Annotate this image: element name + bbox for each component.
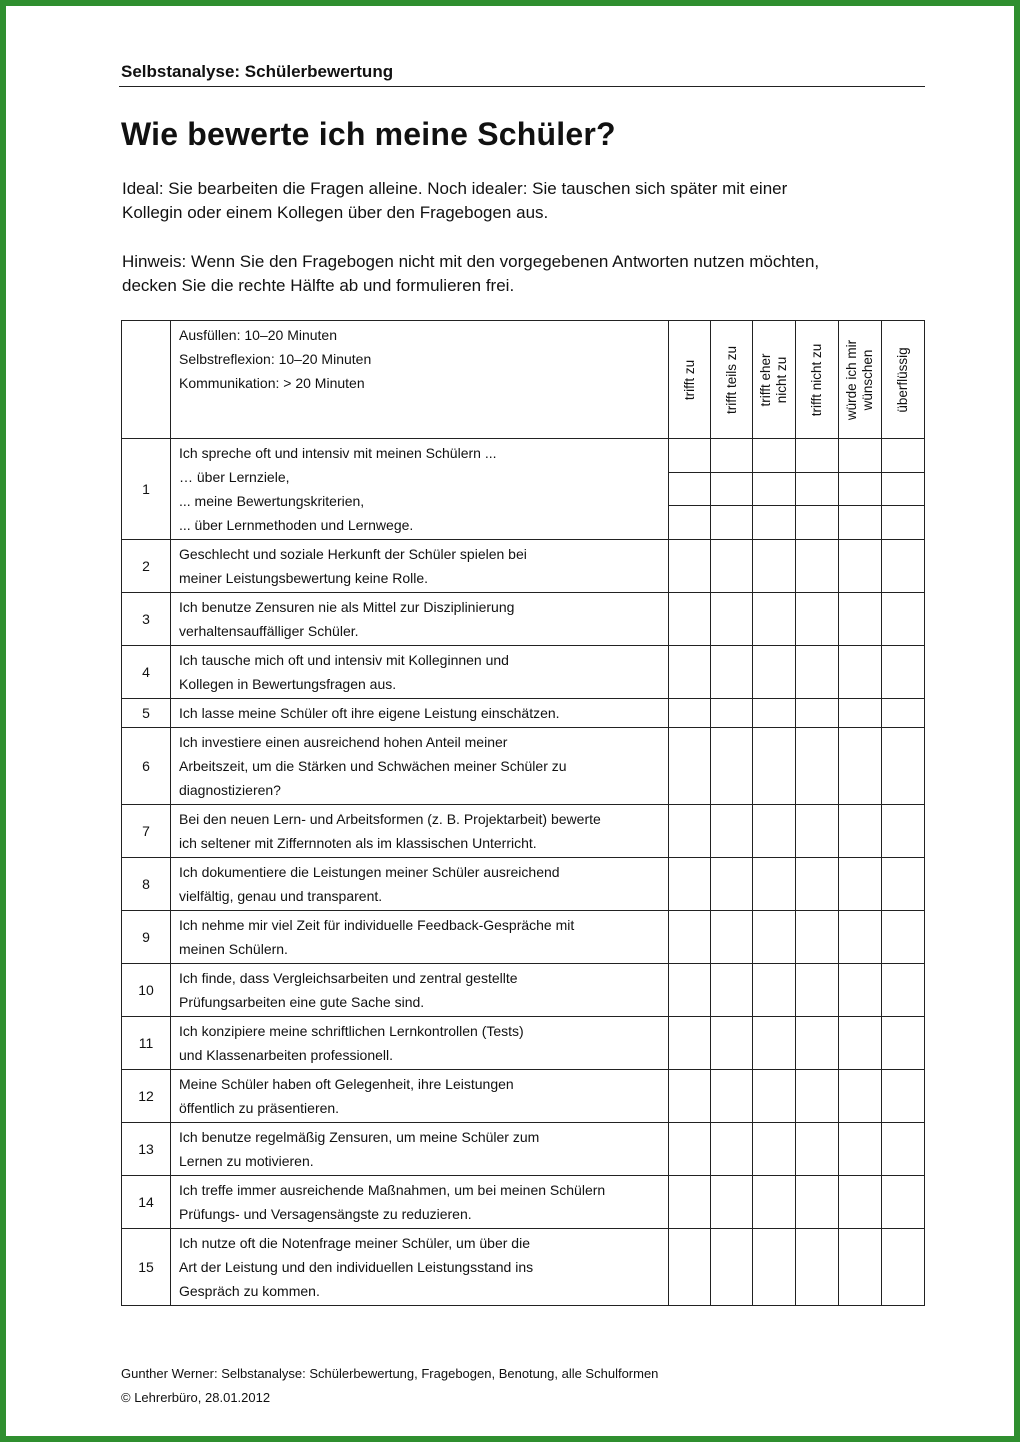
answer-checkbox-cell[interactable] [669,728,711,805]
question-text [171,1017,669,1070]
question-text [171,593,669,646]
answer-checkbox-cell[interactable] [669,1123,711,1176]
question-number: 9 [122,911,171,964]
question-text-line: diagnostizieren? [179,782,281,798]
question-number: 7 [122,805,171,858]
question-text [171,646,669,699]
answer-checkbox-cell[interactable] [711,506,753,540]
answer-checkbox-cell[interactable] [882,699,925,728]
answer-checkbox-cell[interactable] [711,646,753,699]
answer-checkbox-cell[interactable] [796,593,839,646]
question-text-line: Art der Leistung und den individuellen Leistungsstand ins [179,1259,534,1275]
question-text-line: ... meine Bewertungskriterien, [179,493,365,509]
answer-checkbox-cell[interactable] [669,1229,711,1306]
answer-column-header [669,321,711,439]
question-text-line: Ich finde, dass Vergleichsarbeiten und zentral gestellte [179,970,518,986]
question-text-line: vielfältig, genau und transparent. [179,888,383,904]
answer-checkbox-cell[interactable] [839,593,882,646]
header-title: Selbstanalyse: Schülerbewertung [121,62,394,81]
answer-column-label [895,347,911,412]
answer-checkbox-cell[interactable] [711,911,753,964]
answer-checkbox-cell[interactable] [669,1017,711,1070]
question-text-line: meiner Leistungsbewertung keine Rolle. [179,570,429,586]
answer-checkbox-cell[interactable] [669,1176,711,1229]
answer-column-label [724,345,740,413]
question-text [171,805,669,858]
answer-checkbox-cell[interactable] [753,1176,796,1229]
answer-checkbox-cell[interactable] [753,1017,796,1070]
answer-column-header [711,321,753,439]
answer-checkbox-cell[interactable] [796,805,839,858]
answer-checkbox-cell[interactable] [753,1229,796,1306]
question-number: 5 [122,699,171,728]
question-number: 12 [122,1070,171,1123]
answer-checkbox-cell[interactable] [796,964,839,1017]
answer-checkbox-cell[interactable] [796,540,839,593]
answer-column-label-line: überflüssig [895,346,910,413]
question-text-line: Ich benutze regelmäßig Zensuren, um meine Schüler zum [179,1129,540,1145]
answer-checkbox-cell[interactable] [669,593,711,646]
table-row [122,805,925,858]
question-text-line: Ich nutze oft die Notenfrage meiner Schüler, um über die [179,1235,530,1251]
answer-checkbox-cell[interactable] [711,1229,753,1306]
intro-hint-line: Hinweis: Wenn Sie den Fragebogen nicht mit den vorgegebenen Antworten nutzen möchten, [122,252,820,271]
answer-column-header [839,321,882,439]
answer-checkbox-cell[interactable] [711,728,753,805]
question-text-line: Ich nehme mir viel Zeit für individuelle Feedback-Gespräche mit [179,917,575,933]
question-text-line: meinen Schülern. [179,941,288,957]
question-text [171,1229,669,1306]
question-text-line: Ich tausche mich oft und intensiv mit Kolleginnen und [179,652,509,668]
question-number: 10 [122,964,171,1017]
header-divider [119,86,925,87]
answer-checkbox-cell[interactable] [669,699,711,728]
answer-checkbox-cell[interactable] [711,472,753,506]
question-text [171,911,669,964]
intro-ideal-line: Ideal: Sie bearbeiten die Fragen alleine. Noch idealer: Sie tauschen sich später mit einer [122,179,788,198]
answer-checkbox-cell[interactable] [796,1176,839,1229]
answer-checkbox-cell[interactable] [839,699,882,728]
answer-column-label-line: wünschen [860,349,875,410]
answer-column-header [796,321,839,439]
duration-reflection: Selbstreflexion: 10–20 Minuten [179,351,372,367]
question-text [171,1070,669,1123]
question-text-line: und Klassenarbeiten professionell. [179,1047,394,1063]
answer-checkbox-cell[interactable] [753,728,796,805]
question-number: 13 [122,1123,171,1176]
question-text [171,540,669,593]
answer-checkbox-cell[interactable] [669,472,711,506]
table-row [122,964,925,1017]
question-text-line: Ich konzipiere meine schriftlichen Lernkontrollen (Tests) [179,1023,524,1039]
table-row [122,858,925,911]
question-text-line: Bei den neuen Lern- und Arbeitsformen (z. B. Projektarbeit) bewerte [179,811,601,827]
answer-checkbox-cell[interactable] [796,646,839,699]
question-number: 1 [122,439,171,540]
number-header-cell [122,321,171,439]
answer-column-label-line: trifft nicht zu [809,343,824,416]
question-number: 15 [122,1229,171,1306]
answer-checkbox-cell[interactable] [753,1123,796,1176]
question-text-line: Kollegen in Bewertungsfragen aus. [179,676,397,692]
answer-checkbox-cell[interactable] [753,646,796,699]
answer-checkbox-cell[interactable] [839,911,882,964]
answer-checkbox-cell[interactable] [711,1123,753,1176]
question-text-line: öffentlich zu präsentieren. [179,1100,340,1116]
answer-checkbox-cell[interactable] [796,1229,839,1306]
answer-checkbox-cell[interactable] [882,646,925,699]
answer-checkbox-cell[interactable] [839,1017,882,1070]
answer-checkbox-cell[interactable] [753,1070,796,1123]
answer-checkbox-cell[interactable] [882,1070,925,1123]
answer-column-label [758,353,790,406]
answer-checkbox-cell[interactable] [882,439,925,473]
answer-checkbox-cell[interactable] [711,540,753,593]
table-row [122,439,925,473]
answer-checkbox-cell[interactable] [882,1017,925,1070]
question-text [171,699,669,728]
answer-column-label-line: trifft teils zu [723,345,739,414]
table-row [122,1070,925,1123]
intro-ideal-line: Kollegin oder einem Kollegen über den Fragebogen aus. [122,203,549,222]
table-row [122,1123,925,1176]
page-title: Wie bewerte ich meine Schüler? [121,116,616,152]
answer-checkbox-cell[interactable] [796,911,839,964]
question-number: 11 [122,1017,171,1070]
question-text-line: Ich lasse meine Schüler oft ihre eigene Leistung einschätzen. [179,705,560,721]
answer-checkbox-cell[interactable] [839,472,882,506]
question-text [171,728,669,805]
answer-checkbox-cell[interactable] [839,728,882,805]
answer-checkbox-cell[interactable] [796,1123,839,1176]
table-row [122,911,925,964]
intro-ideal [122,177,922,225]
answer-checkbox-cell[interactable] [839,1229,882,1306]
intro-hint-line: decken Sie die rechte Hälfte ab und formulieren frei. [122,276,515,295]
answer-checkbox-cell[interactable] [882,506,925,540]
answer-checkbox-cell[interactable] [839,858,882,911]
answer-checkbox-cell[interactable] [882,805,925,858]
answer-checkbox-cell[interactable] [882,1176,925,1229]
question-text-line: Ich dokumentiere die Leistungen meiner Schüler ausreichend [179,864,560,880]
question-text [171,1123,669,1176]
answer-checkbox-cell[interactable] [711,964,753,1017]
question-number: 4 [122,646,171,699]
question-text-line: ... über Lernmethoden und Lernwege. [179,517,414,533]
answer-checkbox-cell[interactable] [753,964,796,1017]
answer-checkbox-cell[interactable] [839,964,882,1017]
answer-checkbox-cell[interactable] [882,964,925,1017]
table-row [122,593,925,646]
footer-copyright: © Lehrerbüro, 28.01.2012 [121,1390,271,1405]
answer-checkbox-cell[interactable] [796,699,839,728]
answer-checkbox-cell[interactable] [882,472,925,506]
table-row [122,1176,925,1229]
answer-checkbox-cell[interactable] [796,1070,839,1123]
answer-checkbox-cell[interactable] [669,1070,711,1123]
answer-checkbox-cell[interactable] [753,506,796,540]
answer-checkbox-cell[interactable] [882,540,925,593]
answer-checkbox-cell[interactable] [839,646,882,699]
answer-column-label-line: würde ich mir [844,339,859,420]
answer-checkbox-cell[interactable] [796,506,839,540]
question-number: 2 [122,540,171,593]
answer-checkbox-cell[interactable] [839,439,882,473]
answer-column-label-line: nicht zu [774,356,789,403]
answer-checkbox-cell[interactable] [711,699,753,728]
answer-column-label-line: trifft eher [758,352,773,407]
answer-checkbox-cell[interactable] [669,540,711,593]
duration-communication: Kommunikation: > 20 Minuten [179,375,365,391]
answer-checkbox-cell[interactable] [753,699,796,728]
question-text-line: ich seltener mit Ziffernnoten als im klassischen Unterricht. [179,835,537,851]
question-text [171,1176,669,1229]
answer-checkbox-cell[interactable] [669,858,711,911]
answer-checkbox-cell[interactable] [753,540,796,593]
answer-checkbox-cell[interactable] [796,1017,839,1070]
answer-checkbox-cell[interactable] [839,1070,882,1123]
answer-checkbox-cell[interactable] [839,1176,882,1229]
question-text-line: Gespräch zu kommen. [179,1283,320,1299]
question-text [171,858,669,911]
answer-column-header [753,321,796,439]
answer-checkbox-cell[interactable] [882,1123,925,1176]
answer-checkbox-cell[interactable] [753,858,796,911]
answer-checkbox-cell[interactable] [839,506,882,540]
question-text-line: Prüfungs- und Versagensängste zu reduzieren. [179,1206,472,1222]
answer-column-label [809,343,825,416]
answer-checkbox-cell[interactable] [711,1176,753,1229]
answer-checkbox-cell[interactable] [669,506,711,540]
question-text-line: Ich spreche oft und intensiv mit meinen Schülern ... [179,445,497,461]
answer-checkbox-cell[interactable] [711,1017,753,1070]
answer-column-label-line: trifft zu [681,359,697,400]
question-text-line: verhaltensauffälliger Schüler. [179,623,359,639]
answer-checkbox-cell[interactable] [839,805,882,858]
answer-checkbox-cell[interactable] [669,911,711,964]
answer-checkbox-cell[interactable] [669,439,711,473]
question-text-line: Prüfungsarbeiten eine gute Sache sind. [179,994,425,1010]
table-row [122,646,925,699]
table-header-row [122,321,925,439]
question-number: 8 [122,858,171,911]
answer-checkbox-cell[interactable] [882,728,925,805]
answer-checkbox-cell[interactable] [753,439,796,473]
answer-checkbox-cell[interactable] [796,858,839,911]
table-row [122,540,925,593]
answer-column-label [844,339,876,419]
answer-checkbox-cell[interactable] [753,805,796,858]
question-text-line: Ich investiere einen ausreichend hohen Anteil meiner [179,734,508,750]
answer-checkbox-cell[interactable] [882,911,925,964]
answer-checkbox-cell[interactable] [669,964,711,1017]
answer-checkbox-cell[interactable] [711,593,753,646]
answer-checkbox-cell[interactable] [753,472,796,506]
answer-checkbox-cell[interactable] [839,540,882,593]
question-text [171,964,669,1017]
questionnaire-table [121,320,925,1306]
question-text-line: Ich treffe immer ausreichende Maßnahmen, um bei meinen Schülern [179,1182,606,1198]
question-text-line: … über Lernziele, [179,469,290,485]
intro-hint [122,250,922,298]
question-text [171,439,669,540]
question-text-line: Meine Schüler haben oft Gelegenheit, ihre Leistungen [179,1076,514,1092]
question-text-line: Arbeitszeit, um die Stärken und Schwächen meiner Schüler zu [179,758,567,774]
duration-info-cell [171,321,669,439]
answer-column-label [682,359,698,399]
answer-checkbox-cell[interactable] [711,439,753,473]
answer-checkbox-cell[interactable] [711,1070,753,1123]
question-number: 14 [122,1176,171,1229]
question-number: 3 [122,593,171,646]
answer-checkbox-cell[interactable] [753,593,796,646]
answer-checkbox-cell[interactable] [796,439,839,473]
answer-checkbox-cell[interactable] [796,728,839,805]
question-number: 6 [122,728,171,805]
answer-column-header [882,321,925,439]
question-text-line: Ich benutze Zensuren nie als Mittel zur Disziplinierung [179,599,515,615]
table-row [122,1017,925,1070]
question-text-line: Lernen zu motivieren. [179,1153,314,1169]
answer-checkbox-cell[interactable] [796,472,839,506]
answer-checkbox-cell[interactable] [882,593,925,646]
answer-checkbox-cell[interactable] [711,858,753,911]
answer-checkbox-cell[interactable] [669,805,711,858]
answer-checkbox-cell[interactable] [753,911,796,964]
table-row [122,728,925,805]
duration-fill: Ausfüllen: 10–20 Minuten [179,327,337,343]
table-row [122,1229,925,1306]
footer-source: Gunther Werner: Selbstanalyse: Schülerbewertung, Fragebogen, Benotung, alle Schulformen [121,1366,659,1381]
answer-checkbox-cell[interactable] [711,805,753,858]
answer-checkbox-cell[interactable] [669,646,711,699]
answer-checkbox-cell[interactable] [882,1229,925,1306]
table-row [122,699,925,728]
answer-checkbox-cell[interactable] [839,1123,882,1176]
answer-checkbox-cell[interactable] [882,858,925,911]
question-text-line: Geschlecht und soziale Herkunft der Schüler spielen bei [179,546,527,562]
